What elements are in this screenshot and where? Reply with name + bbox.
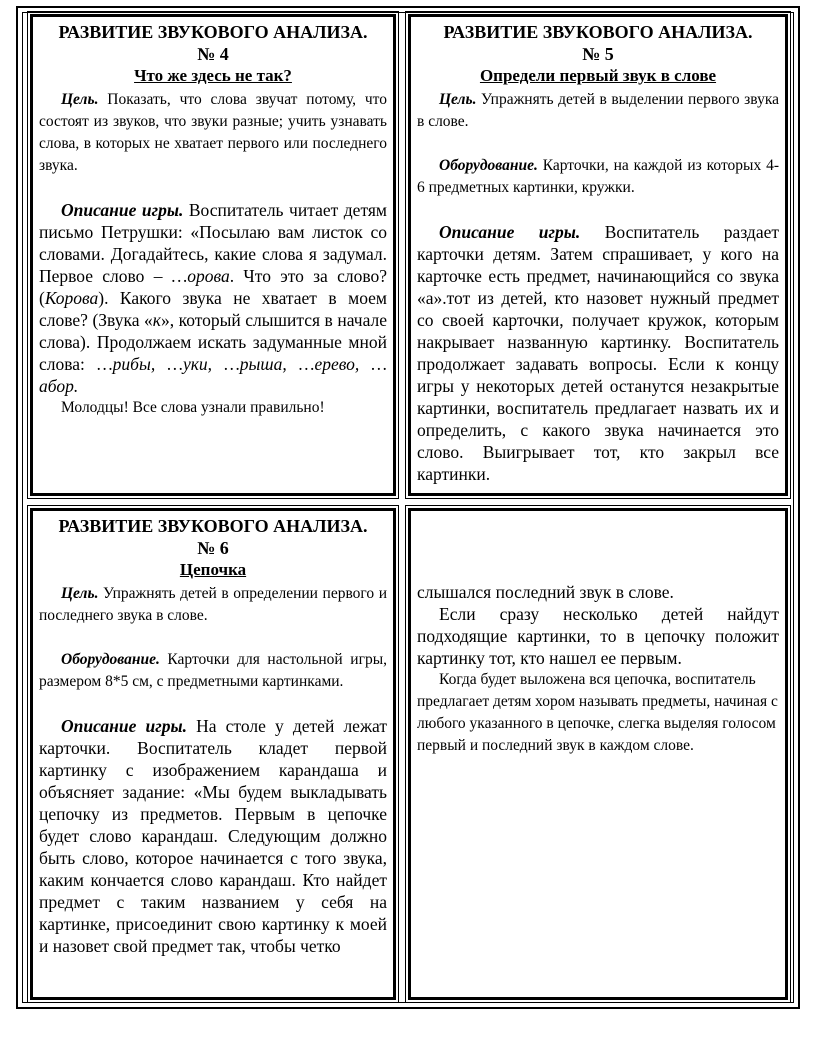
goal-text: Показать, что слова звучат потому, что состоят из звуков, что звуки разные; учить узнавать слова, в которых не хватает первого или последнего звука. <box>39 91 387 174</box>
card-title: РАЗВИТИЕ ЗВУКОВОГО АНАЛИЗА. <box>58 22 368 42</box>
goal-label: Цель. <box>61 585 99 602</box>
card-title: РАЗВИТИЕ ЗВУКОВОГО АНАЛИЗА. <box>443 22 753 42</box>
goal-paragraph <box>39 583 387 627</box>
card-number: № 5 <box>582 44 614 64</box>
card-number: № 6 <box>197 538 229 558</box>
goal-text: Упражнять детей в выделении первого звука в слове. <box>417 91 779 130</box>
card-number: № 4 <box>197 44 229 64</box>
goal-paragraph <box>417 89 779 133</box>
continuation-line: слышался последний звук в слове. <box>417 582 674 602</box>
goal-label: Цель. <box>439 91 477 108</box>
description-paragraph <box>417 221 779 485</box>
equipment-label: Оборудование. <box>439 157 538 174</box>
game-name: Определи первый звук в слове <box>479 66 717 85</box>
description-text: На столе у детей лежат карточки. Воспитатель кладет первой картинку с изображением карандаша и объясняет задание: «Мы будем выкладывать цепочку из предметов. Первым в цепочке будет слово карандаш. Следующим должно быть слово, которое начинается с того звука, каким кончается слово карандаш. Кто найдет предмет с таким названием у себя на картинке, присоединит свою картинку к моей и назовет свой предмет так, чтобы четко <box>39 716 387 956</box>
description-label: Описание игры. <box>439 222 581 242</box>
description-text: Воспитатель раздает карточки детям. Затем спрашивает, у кого на карточке есть предмет, начинающийся со звука «а».тот из детей, кто назовет нужный предмет со своей карточки, получает кружок, которым накрывает названную картинку. Воспитатель продолжает задавать вопросы. Если к концу игры у некоторых детей останутся незакрытые картинки, воспитатель предлагает назвать их и определить, с какого звука начинается это слово. Выигрывает тот, кто закрыл все картинки. <box>417 222 779 484</box>
card-game-4 <box>30 14 396 496</box>
continuation-paragraph-3: Когда будет выложена вся цепочка, воспитатель предлагает детям хором называть предметы, начиная с любого указанного в цепочке, слегка выделяя голосом первый и последний звук в каждом слове. <box>417 671 778 754</box>
goal-paragraph <box>39 89 387 177</box>
game-name: Цепочка <box>179 560 247 579</box>
equipment-paragraph <box>417 155 779 199</box>
game-name: Что же здесь не так? <box>134 66 292 85</box>
goal-label: Цель. <box>61 91 99 108</box>
description-paragraph: Описание игры. Воспитатель читает детям письмо Петрушки: «Посылаю вам листок со словами. Догадайтесь, какие слова я задумал. Первое слово – …орова. Что это за слово? (Корова). Какого звука не хватает в моем слове? (Звука «к», который слышится в начале слова). Продолжаем искать задуманные мной слова: …рибы, …уки, …рыша, …ерево, …абор. <box>39 200 387 396</box>
description-paragraph <box>39 715 387 957</box>
equipment-text: Карточки, на каждой из которых 4-6 предметных картинки, кружки. <box>417 157 779 196</box>
words-list: …рибы, …уки, …рыша, …ерево, …абор. <box>39 354 387 396</box>
equipment-label: Оборудование. <box>61 651 160 668</box>
card-game-5 <box>408 14 788 496</box>
equipment-text: Карточки для настольной игры, размером 8*5 см, с предметными картинками. <box>39 651 387 690</box>
description-label: Описание игры. <box>61 200 184 220</box>
card-continuation <box>408 508 788 1000</box>
closing-text: Молодцы! Все слова узнали правильно! <box>61 399 325 416</box>
card-game-6 <box>30 508 396 1000</box>
equipment-paragraph <box>39 649 387 693</box>
goal-text: Упражнять детей в определении первого и последнего звука в слове. <box>39 585 387 624</box>
card-title: РАЗВИТИЕ ЗВУКОВОГО АНАЛИЗА. <box>58 516 368 536</box>
continuation-paragraph-2: Если сразу несколько детей найдут подходящие картинки, то в цепочку положит картинку тот, кто нашел ее первым. <box>417 604 779 668</box>
description-label: Описание игры. <box>61 716 187 736</box>
